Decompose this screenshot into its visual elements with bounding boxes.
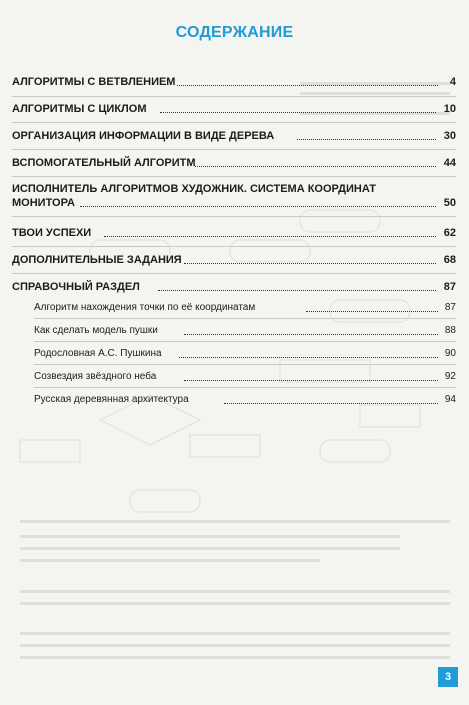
dot-leader [177, 85, 438, 86]
divider [34, 364, 456, 365]
divider [34, 341, 456, 342]
toc-entry-page: 4 [449, 76, 456, 88]
toc-entry-page: 10 [443, 103, 456, 115]
toc-entry-label-continued: МОНИТОРА [12, 197, 75, 209]
dot-leader [184, 263, 436, 264]
toc-entry-label: ВСПОМОГАТЕЛЬНЫЙ АЛГОРИТМ [12, 157, 196, 169]
toc-subentry-label: Алгоритм нахождения точки по её координатам [34, 302, 256, 313]
divider [34, 318, 456, 319]
toc-entry-page: 68 [443, 254, 456, 266]
toc-subentry-label: Как сделать модель пушки [34, 325, 158, 336]
toc-subentry-label: Созвездия звёздного неба [34, 371, 157, 382]
toc-entry-page: 30 [443, 130, 456, 142]
toc-entry-label: ДОПОЛНИТЕЛЬНЫЕ ЗАДАНИЯ [12, 254, 182, 266]
divider [12, 246, 456, 247]
page-title: СОДЕРЖАНИЕ [175, 24, 294, 41]
toc-entry[interactable] [12, 182, 456, 210]
toc-subentry-page: 90 [444, 348, 456, 359]
toc-subentry-page: 94 [444, 394, 456, 405]
divider [34, 387, 456, 388]
dot-leader [184, 380, 438, 381]
toc-entry-label: ОРГАНИЗАЦИЯ ИНФОРМАЦИИ В ВИДЕ ДЕРЕВА [12, 130, 275, 142]
toc-entry-label: СПРАВОЧНЫЙ РАЗДЕЛ [12, 281, 140, 293]
toc-entry-label: АЛГОРИТМЫ С ВЕТВЛЕНИЕМ [12, 76, 176, 88]
divider [12, 176, 456, 177]
toc-entry-page: 50 [443, 197, 456, 209]
dot-leader [104, 236, 436, 237]
toc-entry-label: АЛГОРИТМЫ С ЦИКЛОМ [12, 103, 147, 115]
divider [12, 273, 456, 274]
dot-leader [184, 334, 438, 335]
toc-subentry-page: 88 [444, 325, 456, 336]
dot-leader [306, 311, 438, 312]
dot-leader [80, 206, 436, 207]
dot-leader [160, 112, 436, 113]
toc-entry-page: 87 [443, 281, 456, 293]
toc-entry-label: ТВОИ УСПЕХИ [12, 227, 92, 239]
toc-entry-page: 44 [443, 157, 456, 169]
dot-leader [224, 403, 438, 404]
divider [12, 216, 456, 217]
page-number-badge: 3 [438, 667, 458, 687]
toc-subentry-label: Русская деревянная архитектура [34, 394, 189, 405]
dot-leader [158, 290, 436, 291]
divider [12, 96, 456, 97]
toc-subentry-page: 92 [444, 371, 456, 382]
dot-leader [179, 357, 438, 358]
toc-subentry-page: 87 [444, 302, 456, 313]
toc-subentry-label: Родословная А.С. Пушкина [34, 348, 162, 359]
toc-entry-page: 62 [443, 227, 456, 239]
toc-entry-label: ИСПОЛНИТЕЛЬ АЛГОРИТМОВ ХУДОЖНИК. СИСТЕМА КООРДИНАТ [12, 183, 376, 195]
divider [12, 149, 456, 150]
dot-leader [297, 139, 436, 140]
dot-leader [195, 166, 436, 167]
divider [12, 122, 456, 123]
